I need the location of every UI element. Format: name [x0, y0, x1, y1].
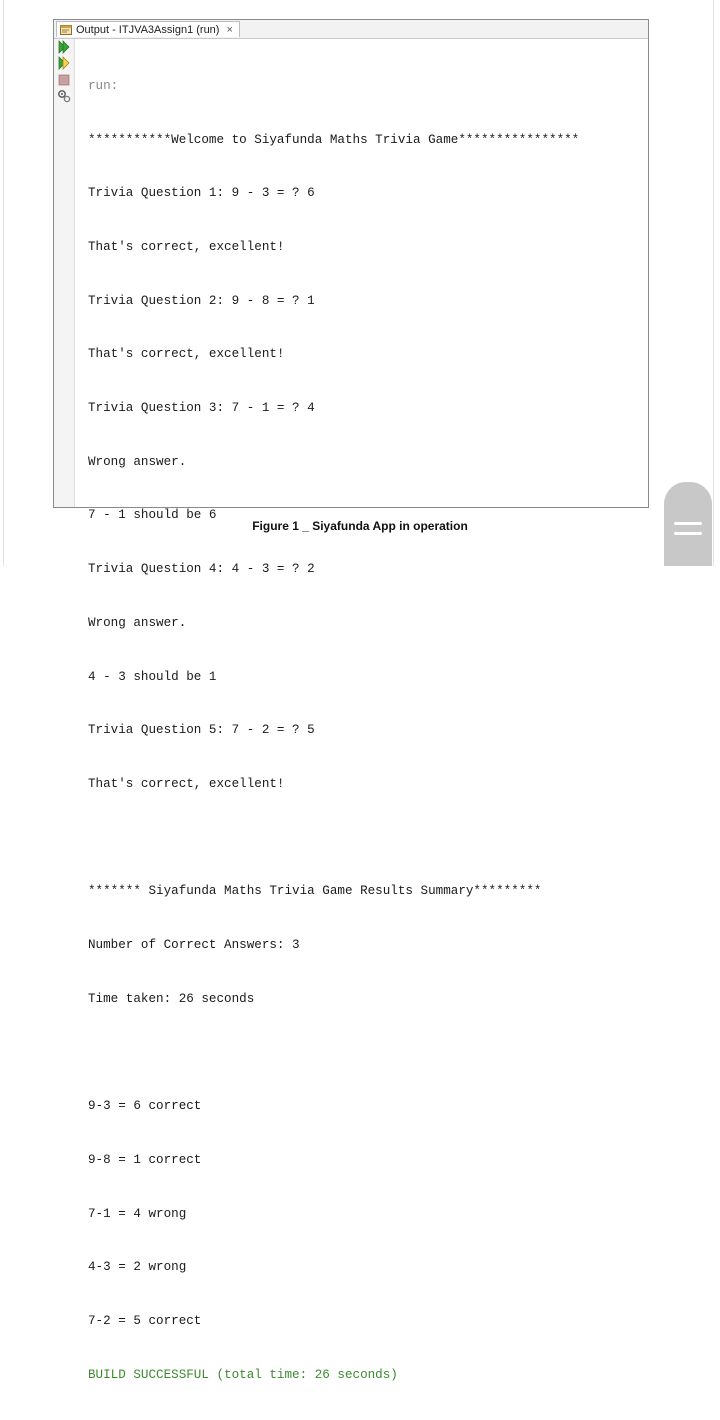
console-line-blank [88, 830, 640, 848]
handle-line-bottom [674, 532, 702, 535]
console-line-feedback-1: That's correct, excellent! [88, 239, 285, 254]
console-line-feedback-2: That's correct, excellent! [88, 347, 285, 362]
console-line-question-4: Trivia Question 4: 4 - 3 = ? 2 [88, 562, 315, 577]
scroll-handle-menu-icon[interactable] [664, 482, 712, 566]
console-line-result-4: 4-3 = 2 wrong [88, 1260, 187, 1275]
console-line-question-2: Trivia Question 2: 9 - 8 = ? 1 [88, 293, 315, 308]
console-line-correction-3: 7 - 1 should be 6 [88, 508, 217, 523]
tab-bar [54, 20, 648, 39]
console-line-result-3: 7-1 = 4 wrong [88, 1206, 187, 1221]
page-edge-left [3, 0, 4, 566]
console-line-question-3: Trivia Question 3: 7 - 1 = ? 4 [88, 401, 315, 416]
console-line-correct-count: Number of Correct Answers: 3 [88, 938, 300, 953]
console-line-blank [88, 1044, 640, 1062]
page-edge-right [713, 0, 714, 566]
figure-caption: Figure 1 _ Siyafunda App in operation [252, 519, 468, 533]
rerun-with-options-icon[interactable] [57, 56, 71, 70]
stop-icon[interactable] [57, 73, 71, 87]
handle-line-top [674, 522, 702, 525]
settings-icon[interactable] [57, 89, 71, 103]
console-line-build-successful: BUILD SUCCESSFUL (total time: 26 seconds) [88, 1367, 398, 1382]
tab-output-run[interactable] [56, 21, 240, 37]
console-line-question-1: Trivia Question 1: 9 - 3 = ? 6 [88, 186, 315, 201]
output-window-icon [60, 25, 72, 35]
tab-close-icon[interactable]: × [226, 23, 233, 36]
console-line-feedback-5: That's correct, excellent! [88, 776, 285, 791]
console-line-summary-header: ******* Siyafunda Maths Trivia Game Results Summary********* [88, 884, 542, 899]
console-line-time-taken: Time taken: 26 seconds [88, 991, 255, 1006]
rerun-icon[interactable] [57, 40, 71, 54]
console-line-question-5: Trivia Question 5: 7 - 2 = ? 5 [88, 723, 315, 738]
console-line-run: run: [88, 78, 119, 93]
tab-label: Output - ITJVA3Assign1 (run) [76, 23, 220, 36]
console-line-feedback-3: Wrong answer. [88, 454, 187, 469]
output-toolbar [54, 39, 75, 507]
console-line-feedback-4: Wrong answer. [88, 615, 187, 630]
console-line-welcome: ***********Welcome to Siyafunda Maths Trivia Game**************** [88, 132, 580, 147]
console-line-result-2: 9-8 = 1 correct [88, 1152, 202, 1167]
console-line-correction-4: 4 - 3 should be 1 [88, 669, 217, 684]
console-line-result-1: 9-3 = 6 correct [88, 1099, 202, 1114]
console-line-result-5: 7-2 = 5 correct [88, 1313, 202, 1328]
